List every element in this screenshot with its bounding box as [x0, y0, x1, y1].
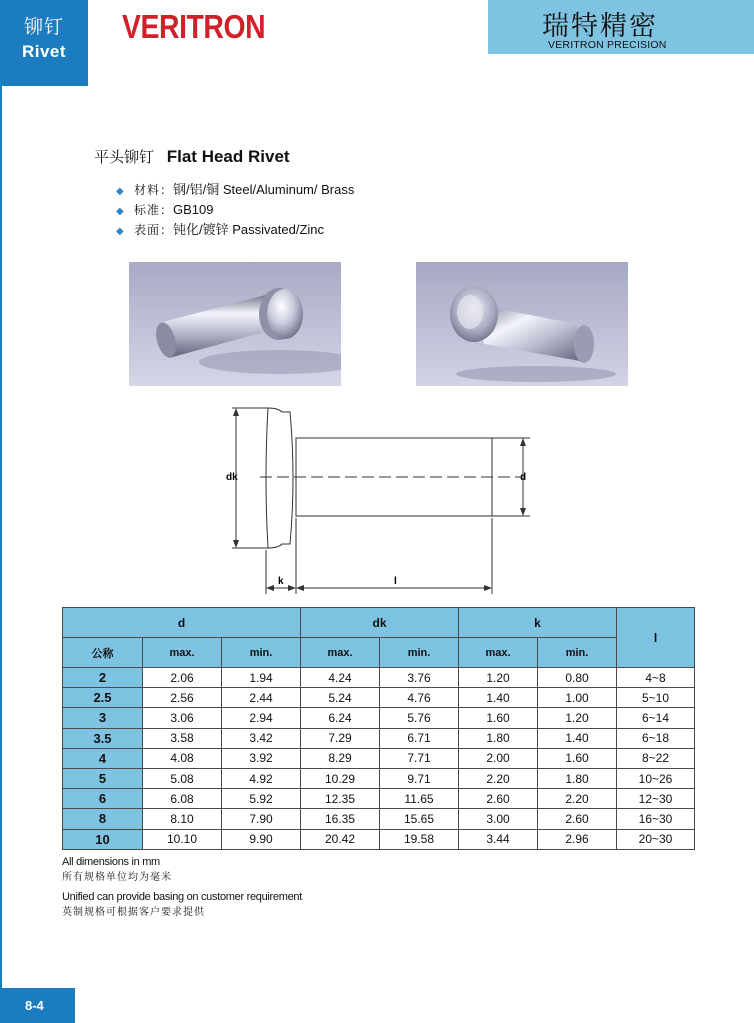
table-row	[63, 809, 695, 829]
table-cell: 20~30	[617, 829, 695, 849]
table-cell: 3.44	[459, 829, 538, 849]
table-cell: 2.20	[459, 768, 538, 788]
table-cell: 20.42	[301, 829, 380, 849]
table-header-row	[63, 608, 695, 638]
nominal-cell: 4	[63, 748, 143, 768]
table-cell: 11.65	[380, 789, 459, 809]
max-header: max.	[143, 638, 222, 668]
table-cell: 9.90	[222, 829, 301, 849]
spec-list	[116, 180, 354, 240]
table-cell: 2.44	[222, 688, 301, 708]
table-cell: 1.20	[538, 708, 617, 728]
table-cell: 1.80	[538, 768, 617, 788]
rivet-photo-angled	[416, 262, 628, 386]
table-cell: 10.10	[143, 829, 222, 849]
section-title-en: Rivet	[21, 42, 67, 61]
table-cell: 6~18	[617, 728, 695, 748]
table-cell: 2.56	[143, 688, 222, 708]
table-cell: 3.42	[222, 728, 301, 748]
max-header: max.	[459, 638, 538, 668]
table-cell: 1.40	[538, 728, 617, 748]
page-title-cn: 平头铆钉	[94, 148, 155, 166]
spec-label: 材料：	[134, 183, 174, 197]
dimension-table	[62, 607, 695, 850]
spec-value: 钝化/镀锌 Passivated/Zinc	[173, 222, 325, 237]
spec-value: GB109	[173, 202, 214, 217]
table-cell: 3.58	[143, 728, 222, 748]
table-cell: 16~30	[617, 809, 695, 829]
table-row	[63, 708, 695, 728]
spec-label: 标准：	[134, 203, 174, 217]
table-cell: 2.94	[222, 708, 301, 728]
dim-label-k: k	[278, 576, 284, 587]
table-row	[63, 748, 695, 768]
max-header: max.	[301, 638, 380, 668]
brand-logo: VERITRON	[122, 8, 266, 45]
notes	[62, 854, 302, 920]
table-cell: 6.08	[143, 789, 222, 809]
table-cell: 15.65	[380, 809, 459, 829]
page-number: 8-4	[0, 988, 75, 1023]
col-group-d: d	[63, 608, 301, 638]
table-subheader-row	[63, 638, 695, 668]
rivet-shank-outline	[296, 438, 492, 516]
table-cell: 7.90	[222, 809, 301, 829]
nominal-cell: 2	[63, 668, 143, 688]
rivet-photo-side	[129, 262, 341, 386]
table-cell: 12~30	[617, 789, 695, 809]
table-cell: 2.96	[538, 829, 617, 849]
table-cell: 7.71	[380, 748, 459, 768]
table-row	[63, 668, 695, 688]
table-cell: 2.00	[459, 748, 538, 768]
spec-value: 钢/铝/铜 Steel/Aluminum/ Brass	[173, 182, 355, 197]
table-cell: 3.76	[380, 668, 459, 688]
table-cell: 7.29	[301, 728, 380, 748]
table-row	[63, 728, 695, 748]
section-tab	[0, 0, 88, 86]
table-row	[63, 789, 695, 809]
table-cell: 2.60	[538, 809, 617, 829]
table-cell: 3.06	[143, 708, 222, 728]
note-custom-en: Unified can provide basing on customer requirement	[62, 891, 302, 903]
nominal-cell: 2.5	[63, 688, 143, 708]
table-row	[63, 829, 695, 849]
table-cell: 1.94	[222, 668, 301, 688]
technical-drawing	[220, 398, 540, 598]
table-cell: 9.71	[380, 768, 459, 788]
brand-name-en: VERITRON PRECISION	[548, 39, 667, 51]
nominal-cell: 5	[63, 768, 143, 788]
dim-label-l: l	[394, 576, 397, 587]
page-title-en: Flat Head Rivet	[166, 147, 290, 166]
nominal-cell: 10	[63, 829, 143, 849]
nominal-cell: 3	[63, 708, 143, 728]
nominal-cell: 8	[63, 809, 143, 829]
min-header: min.	[222, 638, 301, 668]
table-cell: 3.92	[222, 748, 301, 768]
table-cell: 8.29	[301, 748, 380, 768]
table-cell: 4.92	[222, 768, 301, 788]
section-title-cn: 铆钉	[23, 16, 64, 38]
table-cell: 6.71	[380, 728, 459, 748]
diamond-bullet-icon: ◆	[116, 226, 124, 237]
table-cell: 2.06	[143, 668, 222, 688]
table-cell: 4.08	[143, 748, 222, 768]
table-cell: 6.24	[301, 708, 380, 728]
table-cell: 5~10	[617, 688, 695, 708]
brand-name-cn: 瑞特精密	[542, 11, 658, 42]
table-cell: 1.40	[459, 688, 538, 708]
table-cell: 1.80	[459, 728, 538, 748]
page-title	[94, 146, 290, 167]
dim-label-d: d	[520, 472, 527, 483]
table-cell: 4.24	[301, 668, 380, 688]
table-cell: 0.80	[538, 668, 617, 688]
table-cell: 6~14	[617, 708, 695, 728]
table-cell: 10.29	[301, 768, 380, 788]
note-dims-en: All dimensions in mm	[62, 856, 160, 868]
table-row	[63, 688, 695, 708]
table-cell: 10~26	[617, 768, 695, 788]
min-header: min.	[538, 638, 617, 668]
col-group-k: k	[459, 608, 617, 638]
spec-item	[116, 200, 354, 220]
table-cell: 1.00	[538, 688, 617, 708]
table-cell: 16.35	[301, 809, 380, 829]
spec-label: 表面：	[134, 223, 174, 237]
diamond-bullet-icon: ◆	[116, 206, 124, 217]
table-row	[63, 768, 695, 788]
table-cell: 5.08	[143, 768, 222, 788]
table-cell: 5.24	[301, 688, 380, 708]
nominal-header: 公称	[63, 638, 143, 668]
dim-label-dk: dk	[226, 472, 238, 483]
table-cell: 1.60	[538, 748, 617, 768]
table-cell: 8.10	[143, 809, 222, 829]
note-custom-cn: 英制规格可根据客户要求提供	[62, 907, 205, 918]
min-header: min.	[380, 638, 459, 668]
table-cell: 5.76	[380, 708, 459, 728]
table-cell: 12.35	[301, 789, 380, 809]
table-cell: 4~8	[617, 668, 695, 688]
note-dims-cn: 所有规格单位均为毫米	[62, 872, 172, 883]
diamond-bullet-icon: ◆	[116, 186, 124, 197]
left-stripe	[0, 0, 2, 1023]
table-cell: 2.60	[459, 789, 538, 809]
table-cell: 19.58	[380, 829, 459, 849]
table-cell: 5.92	[222, 789, 301, 809]
spec-item	[116, 180, 354, 200]
table-cell: 2.20	[538, 789, 617, 809]
table-cell: 8~22	[617, 748, 695, 768]
table-cell: 1.20	[459, 668, 538, 688]
col-group-dk: dk	[301, 608, 459, 638]
spec-item	[116, 220, 354, 240]
nominal-cell: 6	[63, 789, 143, 809]
table-cell: 1.60	[459, 708, 538, 728]
table-cell: 3.00	[459, 809, 538, 829]
rivet-head-outline	[266, 408, 293, 548]
nominal-cell: 3.5	[63, 728, 143, 748]
col-group-l: l	[617, 608, 695, 668]
table-cell: 4.76	[380, 688, 459, 708]
